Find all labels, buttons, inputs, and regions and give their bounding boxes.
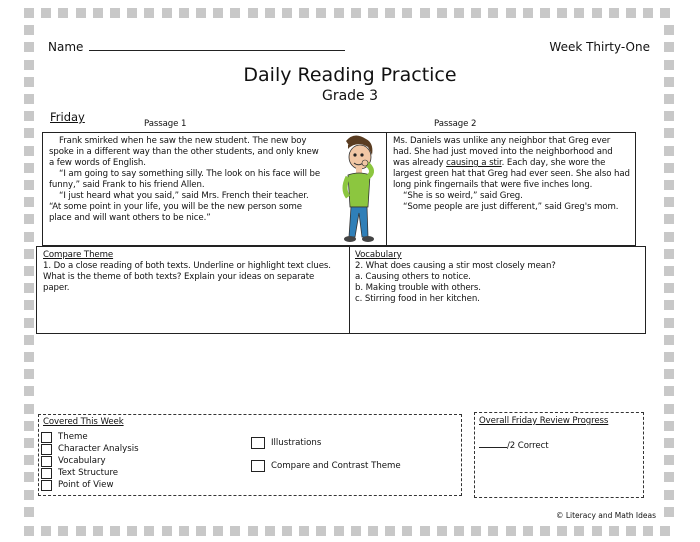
border-square bbox=[24, 249, 34, 259]
border-square bbox=[626, 526, 636, 536]
border-square bbox=[664, 146, 674, 156]
passage1-paragraph: “I just heard what you said,” said Mrs. French their teacher. “At some point in your life, you will be the new person some place and will want others to be nice.” bbox=[49, 191, 309, 223]
border-square bbox=[488, 526, 498, 536]
checkbox[interactable] bbox=[251, 460, 265, 472]
border-square bbox=[385, 8, 395, 18]
border-square bbox=[196, 8, 206, 18]
passage1-paragraph: “I am going to say something silly. The look on his face will be funny,” said Frank to his friend Allen. bbox=[49, 169, 321, 190]
answer-option[interactable]: b. Making trouble with others. bbox=[355, 283, 481, 293]
border-square bbox=[127, 8, 137, 18]
score-label: /2 Correct bbox=[507, 441, 549, 451]
border-square bbox=[24, 318, 34, 328]
questions-divider bbox=[349, 247, 350, 333]
border-square bbox=[664, 111, 674, 121]
vocabulary-question: 2. What does causing a stir most closely mean? bbox=[355, 261, 556, 271]
border-square bbox=[24, 472, 34, 482]
border-square bbox=[24, 369, 34, 379]
border-square bbox=[664, 438, 674, 448]
border-square bbox=[664, 455, 674, 465]
border-square bbox=[471, 8, 481, 18]
border-square bbox=[24, 335, 34, 345]
score-blank[interactable] bbox=[479, 447, 507, 448]
border-square bbox=[664, 386, 674, 396]
border-square bbox=[24, 526, 34, 536]
border-square bbox=[664, 197, 674, 207]
border-square bbox=[660, 526, 670, 536]
border-square bbox=[196, 526, 206, 536]
border-square bbox=[24, 386, 34, 396]
border-square bbox=[664, 128, 674, 138]
border-square bbox=[506, 526, 516, 536]
border-square bbox=[24, 283, 34, 293]
border-square bbox=[471, 526, 481, 536]
covered-right-list bbox=[251, 430, 401, 476]
covered-item-label: Illustrations bbox=[271, 438, 322, 448]
page-title: Daily Reading Practice bbox=[243, 64, 457, 86]
border-square bbox=[24, 438, 34, 448]
day-label: Friday bbox=[50, 110, 85, 124]
border-square bbox=[24, 25, 34, 35]
border-square bbox=[385, 526, 395, 536]
border-square bbox=[110, 8, 120, 18]
border-square bbox=[213, 8, 223, 18]
border-square bbox=[93, 8, 103, 18]
border-square bbox=[664, 507, 674, 517]
covered-item-label: Vocabulary bbox=[58, 456, 106, 466]
border-square bbox=[574, 526, 584, 536]
border-square bbox=[664, 335, 674, 345]
worksheet bbox=[36, 26, 664, 524]
border-square bbox=[213, 526, 223, 536]
border-square bbox=[664, 77, 674, 87]
border-square bbox=[664, 94, 674, 104]
border-square bbox=[230, 8, 240, 18]
border-square bbox=[24, 42, 34, 52]
border-square bbox=[557, 8, 567, 18]
border-square bbox=[41, 526, 51, 536]
border-square bbox=[506, 8, 516, 18]
border-square bbox=[664, 352, 674, 362]
covered-title: Covered This Week bbox=[43, 417, 124, 427]
passage2-text bbox=[393, 136, 631, 213]
progress-title: Overall Friday Review Progress bbox=[479, 416, 609, 426]
covered-item[interactable] bbox=[41, 455, 139, 467]
border-square bbox=[574, 8, 584, 18]
border-square bbox=[664, 180, 674, 190]
border-square bbox=[664, 404, 674, 414]
border-square bbox=[664, 25, 674, 35]
border-square bbox=[368, 526, 378, 536]
border-square bbox=[24, 111, 34, 121]
passage2-label: Passage 2 bbox=[434, 119, 477, 129]
border-square bbox=[282, 526, 292, 536]
border-square bbox=[179, 8, 189, 18]
underlined-phrase: causing a stir bbox=[446, 158, 502, 168]
border-square bbox=[437, 526, 447, 536]
border-square bbox=[24, 404, 34, 414]
border-square bbox=[540, 8, 550, 18]
border-square bbox=[24, 490, 34, 500]
checkbox[interactable] bbox=[251, 437, 265, 449]
border-square bbox=[265, 8, 275, 18]
compare-section bbox=[43, 250, 341, 294]
border-square bbox=[368, 8, 378, 18]
border-square bbox=[110, 526, 120, 536]
compare-heading: Compare Theme bbox=[43, 250, 114, 260]
border-square bbox=[76, 8, 86, 18]
passage1-paragraph: Frank smirked when he saw the new student. The new boy spoke in a different way than the other students, and only knew a few words of English. bbox=[49, 136, 319, 168]
border-square bbox=[664, 318, 674, 328]
name-line[interactable] bbox=[89, 40, 345, 51]
border-square bbox=[540, 526, 550, 536]
passage2-paragraph bbox=[393, 136, 631, 191]
border-square bbox=[660, 8, 670, 18]
border-square bbox=[24, 507, 34, 517]
border-square bbox=[24, 8, 34, 18]
border-square bbox=[127, 526, 137, 536]
covered-item[interactable] bbox=[251, 430, 401, 456]
answer-option[interactable]: c. Stirring food in her kitchen. bbox=[355, 294, 480, 304]
border-square bbox=[664, 60, 674, 70]
covered-item[interactable] bbox=[41, 431, 139, 443]
questions-box bbox=[36, 246, 646, 334]
copyright: © Literacy and Math Ideas bbox=[555, 511, 656, 520]
border-square bbox=[557, 526, 567, 536]
border-square bbox=[402, 8, 412, 18]
border-square bbox=[24, 128, 34, 138]
border-square bbox=[248, 526, 258, 536]
border-square bbox=[592, 526, 602, 536]
border-square bbox=[664, 300, 674, 310]
border-square bbox=[664, 42, 674, 52]
checkbox[interactable] bbox=[41, 432, 52, 443]
border-square bbox=[179, 526, 189, 536]
border-square bbox=[24, 94, 34, 104]
border-square bbox=[664, 283, 674, 293]
covered-item[interactable] bbox=[251, 456, 401, 476]
checkbox[interactable] bbox=[41, 444, 52, 455]
vocabulary-section bbox=[355, 250, 635, 305]
name-label: Name bbox=[48, 40, 84, 54]
border-square bbox=[664, 421, 674, 431]
border-square bbox=[643, 526, 653, 536]
week-label: Week Thirty-One bbox=[549, 40, 650, 54]
border-square bbox=[41, 8, 51, 18]
border-square bbox=[664, 232, 674, 242]
border-square bbox=[626, 8, 636, 18]
compare-question: 1. Do a close reading of both texts. Underline or highlight text clues. What is the theme of both texts? Explain your ideas on separate paper. bbox=[43, 261, 331, 293]
checkbox[interactable] bbox=[41, 480, 52, 491]
border-square bbox=[24, 163, 34, 173]
border-square bbox=[664, 163, 674, 173]
border-square bbox=[248, 8, 258, 18]
border-square bbox=[664, 369, 674, 379]
covered-item[interactable] bbox=[41, 443, 139, 455]
checkbox[interactable] bbox=[41, 456, 52, 467]
passage1-label: Passage 1 bbox=[144, 119, 187, 129]
border-square bbox=[58, 526, 68, 536]
border-square bbox=[265, 526, 275, 536]
border-square bbox=[24, 266, 34, 276]
passage2-paragraph: “She is so weird,” said Greg. bbox=[403, 191, 523, 201]
border-square bbox=[488, 8, 498, 18]
border-square bbox=[664, 249, 674, 259]
border-square bbox=[351, 8, 361, 18]
border-square bbox=[144, 8, 154, 18]
border-square bbox=[592, 8, 602, 18]
border-square bbox=[162, 8, 172, 18]
border-square bbox=[24, 232, 34, 242]
passage2-paragraph: “Some people are just different,” said Greg's mom. bbox=[403, 202, 619, 212]
covered-box bbox=[38, 414, 462, 496]
border-square bbox=[230, 526, 240, 536]
border-square bbox=[24, 214, 34, 224]
boy-illustration bbox=[328, 133, 384, 245]
covered-item[interactable] bbox=[41, 467, 139, 479]
border-square bbox=[76, 526, 86, 536]
border-square bbox=[334, 526, 344, 536]
border-square bbox=[24, 77, 34, 87]
border-square bbox=[24, 300, 34, 310]
covered-item-label: Theme bbox=[58, 432, 88, 442]
border-square bbox=[664, 490, 674, 500]
border-square bbox=[299, 526, 309, 536]
border-square bbox=[523, 526, 533, 536]
border-square bbox=[334, 8, 344, 18]
border-square bbox=[58, 8, 68, 18]
border-square bbox=[144, 526, 154, 536]
border-square bbox=[24, 455, 34, 465]
border-square bbox=[454, 526, 464, 536]
progress-score bbox=[479, 441, 548, 452]
name-field[interactable] bbox=[48, 40, 345, 54]
covered-left-list bbox=[41, 431, 139, 491]
passages-box bbox=[42, 132, 636, 246]
border-square bbox=[609, 526, 619, 536]
progress-box bbox=[474, 412, 644, 498]
border-square bbox=[420, 8, 430, 18]
vocabulary-heading: Vocabulary bbox=[355, 250, 402, 260]
border-square bbox=[24, 421, 34, 431]
border-square bbox=[523, 8, 533, 18]
passages-divider bbox=[386, 133, 387, 245]
border-square bbox=[316, 8, 326, 18]
covered-item[interactable] bbox=[41, 479, 139, 491]
border-square bbox=[162, 526, 172, 536]
border-square bbox=[609, 8, 619, 18]
border-square bbox=[299, 8, 309, 18]
border-square bbox=[664, 266, 674, 276]
border-square bbox=[316, 526, 326, 536]
border-square bbox=[351, 526, 361, 536]
covered-item-label: Character Analysis bbox=[58, 444, 139, 454]
passage1-text bbox=[49, 136, 323, 224]
border-square bbox=[643, 8, 653, 18]
passage2-text-start: Ms. Daniels was unlike any neighbor that Greg ever had. She had just moved into the neighborhood and was already bbox=[393, 136, 613, 168]
border-square bbox=[24, 197, 34, 207]
border-square bbox=[402, 526, 412, 536]
checkbox[interactable] bbox=[41, 468, 52, 479]
border-square bbox=[24, 146, 34, 156]
border-square bbox=[664, 472, 674, 482]
border-square bbox=[664, 214, 674, 224]
passage2-text-end: . Each day, she wore the largest green hat that Greg had ever seen. She also had long pink fingernails that were five inches long. bbox=[393, 158, 630, 190]
border-square bbox=[24, 352, 34, 362]
border-square bbox=[24, 180, 34, 190]
covered-item-label: Text Structure bbox=[58, 468, 119, 478]
border-square bbox=[24, 60, 34, 70]
border-square bbox=[437, 8, 447, 18]
border-square bbox=[420, 526, 430, 536]
border-square bbox=[93, 526, 103, 536]
border-square bbox=[454, 8, 464, 18]
covered-item-label: Compare and Contrast Theme bbox=[271, 461, 401, 471]
border-square bbox=[282, 8, 292, 18]
answer-option[interactable]: a. Causing others to notice. bbox=[355, 272, 471, 282]
covered-item-label: Point of View bbox=[58, 480, 114, 490]
grade-label: Grade 3 bbox=[321, 88, 379, 104]
